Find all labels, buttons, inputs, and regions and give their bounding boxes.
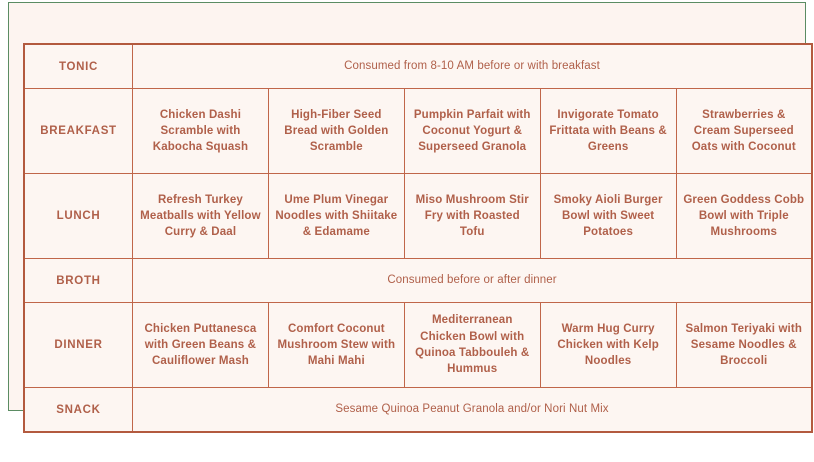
meal-cell: Refresh Turkey Meatballs with Yellow Curry & Daal	[133, 174, 269, 259]
row-label-snack: SNACK	[24, 388, 133, 433]
meal-cell: Pumpkin Parfait with Coconut Yogurt & Superseed Granola	[404, 89, 540, 174]
meal-cell: Comfort Coconut Mushroom Stew with Mahi Mahi	[268, 303, 404, 388]
meal-cell: Green Goddess Cobb Bowl with Triple Mushrooms	[676, 174, 812, 259]
table-row	[24, 89, 812, 174]
row-label-broth: BROTH	[24, 259, 133, 303]
meal-plan-table	[23, 43, 813, 433]
table-row	[24, 303, 812, 388]
meal-cell: High-Fiber Seed Bread with Golden Scramble	[268, 89, 404, 174]
meal-cell: Warm Hug Curry Chicken with Kelp Noodles	[540, 303, 676, 388]
table-row	[24, 388, 812, 433]
meal-cell: Mediterranean Chicken Bowl with Quinoa Tabbouleh & Hummus	[404, 303, 540, 388]
meal-cell: Miso Mushroom Stir Fry with Roasted Tofu	[404, 174, 540, 259]
meal-cell: Chicken Dashi Scramble with Kabocha Squash	[133, 89, 269, 174]
row-label-dinner: DINNER	[24, 303, 133, 388]
meal-cell: Salmon Teriyaki with Sesame Noodles & Broccoli	[676, 303, 812, 388]
table-row	[24, 44, 812, 89]
note-cell-broth: Consumed before or after dinner	[133, 259, 813, 303]
meal-cell: Chicken Puttanesca with Green Beans & Cauliflower Mash	[133, 303, 269, 388]
meal-plan-card	[8, 2, 806, 416]
row-label-breakfast: BREAKFAST	[24, 89, 133, 174]
meal-cell: Ume Plum Vinegar Noodles with Shiitake & Edamame	[268, 174, 404, 259]
table-row	[24, 174, 812, 259]
table-row	[24, 259, 812, 303]
note-cell-tonic: Consumed from 8-10 AM before or with breakfast	[133, 44, 813, 89]
meal-cell: Strawberries & Cream Superseed Oats with Coconut	[676, 89, 812, 174]
note-cell-snack: Sesame Quinoa Peanut Granola and/or Nori Nut Mix	[133, 388, 813, 433]
row-label-tonic: TONIC	[24, 44, 133, 89]
meal-cell: Invigorate Tomato Frittata with Beans & Greens	[540, 89, 676, 174]
meal-cell: Smoky Aioli Burger Bowl with Sweet Potatoes	[540, 174, 676, 259]
row-label-lunch: LUNCH	[24, 174, 133, 259]
